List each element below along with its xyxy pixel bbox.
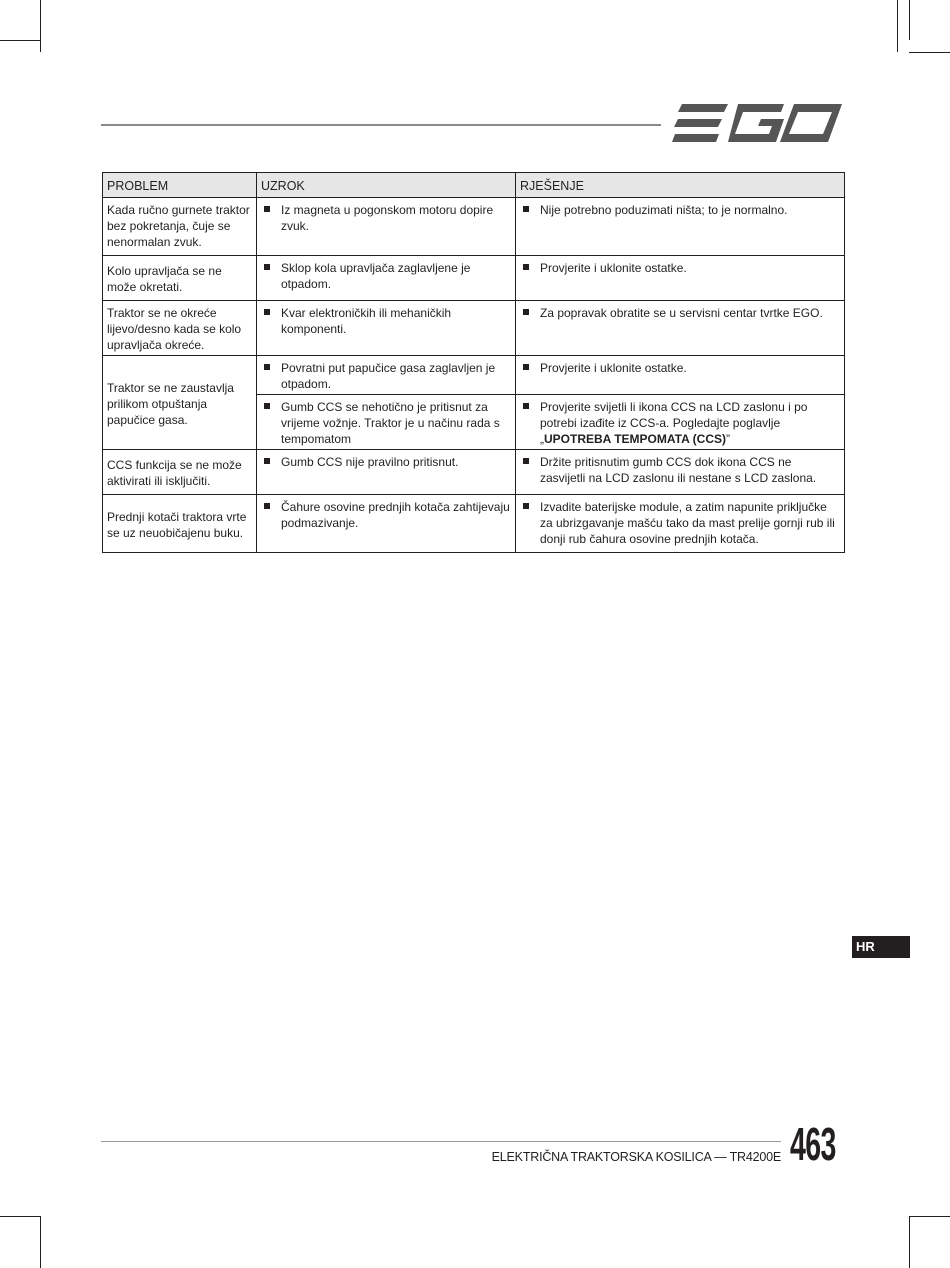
- solution-text-part: ”: [726, 432, 730, 446]
- problem-cell: Traktor se ne okreće lijevo/desno kada se kolo upravljača okreće.: [103, 301, 257, 356]
- solution-text: [520, 399, 840, 447]
- cause-cell: [257, 356, 516, 395]
- table-header-row: [103, 173, 845, 198]
- cause-cell: [257, 198, 516, 256]
- cause-cell: [257, 301, 516, 356]
- solution-text: Držite pritisnutim gumb CCS dok ikona CCS ne zasvijetli na LCD zaslonu ili nestane s LCD zaslona.: [520, 454, 840, 486]
- crop-mark: [40, 1216, 41, 1268]
- problem-cell: Kolo upravljača se ne može okretati.: [103, 256, 257, 301]
- cause-text: Iz magneta u pogonskom motoru dopire zvuk.: [261, 202, 511, 234]
- crop-mark: [0, 1216, 40, 1217]
- cause-cell: [257, 495, 516, 553]
- cause-text: Gumb CCS se nehotično je pritisnut za vrijeme vožnje. Traktor je u načinu rada s tempomatom: [261, 399, 511, 447]
- solution-text: Za popravak obratite se u servisni centar tvrtke EGO.: [520, 305, 840, 321]
- column-header-problem: PROBLEM: [103, 173, 257, 198]
- page-number: 463: [790, 1118, 836, 1170]
- solution-text: Provjerite i uklonite ostatke.: [520, 360, 840, 376]
- cause-text: Čahure osovine prednjih kotača zahtijevaju podmazivanje.: [261, 499, 511, 531]
- solution-cell: [516, 301, 845, 356]
- crop-mark: [897, 0, 898, 52]
- crop-mark: [909, 1216, 950, 1217]
- column-header-solution: RJEŠENJE: [516, 173, 845, 198]
- troubleshooting-table: [102, 172, 845, 553]
- crop-mark: [909, 52, 950, 53]
- crop-mark: [909, 1216, 910, 1268]
- solution-cell: [516, 356, 845, 395]
- table-row: [103, 356, 845, 395]
- table-row: [103, 450, 845, 495]
- table-row: [103, 495, 845, 553]
- solution-text-part: Provjerite svijetli li ikona CCS na LCD zaslonu i po potrebi izađite iz CCS-a. Pogledajte poglavlje „: [540, 400, 808, 446]
- table-row: [103, 256, 845, 301]
- crop-mark: [40, 0, 41, 52]
- cause-cell: [257, 395, 516, 450]
- cause-text: Povratni put papučice gasa zaglavljen je otpadom.: [261, 360, 511, 392]
- chapter-reference: UPOTREBA TEMPOMATA (CCS): [544, 432, 726, 446]
- crop-mark: [909, 0, 910, 40]
- ego-logo: [672, 102, 844, 144]
- solution-cell: [516, 495, 845, 553]
- footer-title: ELEKTRIČNA TRAKTORSKA KOSILICA — TR4200E: [491, 1150, 781, 1164]
- cause-text: Gumb CCS nije pravilno pritisnut.: [261, 454, 511, 470]
- header-rule: [101, 124, 661, 126]
- table-row: [103, 301, 845, 356]
- cause-cell: [257, 256, 516, 301]
- solution-cell: [516, 450, 845, 495]
- solution-cell: [516, 395, 845, 450]
- language-tab: HR: [852, 936, 910, 958]
- problem-cell: Kada ručno gurnete traktor bez pokretanja, čuje se nenormalan zvuk.: [103, 198, 257, 256]
- problem-cell: Traktor se ne zaustavlja prilikom otpuštanja papučice gasa.: [103, 356, 257, 450]
- solution-text: Provjerite i uklonite ostatke.: [520, 260, 840, 276]
- solution-cell: [516, 198, 845, 256]
- solution-text: Izvadite baterijske module, a zatim napunite priključke za ubrizgavanje mašću tako da mast prelije gornji rub ili donji rub čahura osovine prednjih kotača.: [520, 499, 840, 547]
- column-header-cause: UZROK: [257, 173, 516, 198]
- solution-cell: [516, 256, 845, 301]
- problem-cell: CCS funkcija se ne može aktivirati ili isključiti.: [103, 450, 257, 495]
- problem-cell: Prednji kotači traktora vrte se uz neuobičajenu buku.: [103, 495, 257, 553]
- table-row: [103, 198, 845, 256]
- footer-rule: [101, 1141, 781, 1142]
- cause-cell: [257, 450, 516, 495]
- cause-text: Kvar elektroničkih ili mehaničkih komponenti.: [261, 305, 511, 337]
- crop-mark: [0, 40, 40, 41]
- cause-text: Sklop kola upravljača zaglavljene je otpadom.: [261, 260, 511, 292]
- solution-text: Nije potrebno poduzimati ništa; to je normalno.: [520, 202, 840, 218]
